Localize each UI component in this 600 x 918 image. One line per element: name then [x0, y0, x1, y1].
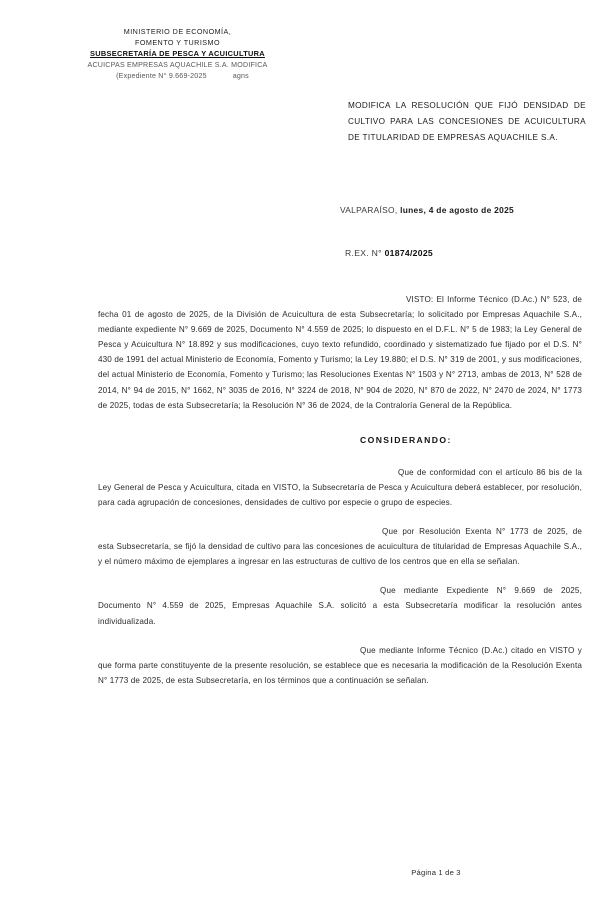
resolution-number-value: 01874/2025 [384, 248, 433, 258]
ministry-line-1: MINISTERIO DE ECONOMÍA, [123, 27, 232, 36]
considerando-paragraph-3: Que mediante Expediente N° 9.669 de 2025, Documento N° 4.559 de 2025, Empresas Aquachile S.A. solicitó a esta Subsecretaría modificar la resolución antes individualizada. [98, 586, 582, 626]
overlay-expediente-line [55, 71, 300, 82]
page-number-label: Página 1 de 3 [411, 868, 461, 877]
resolution-title: MODIFICA LA RESOLUCIÓN QUE FIJÓ DENSIDAD DE CULTIVO PARA LAS CONCESIONES DE ACUICULTURA DE TITULARIDAD DE EMPRESAS AQUACHILE S.A. [348, 101, 586, 143]
dateline [340, 205, 514, 215]
overlay-reference-line: ACUICPAS EMPRESAS AQUACHILE S.A. MODIFICA [87, 61, 268, 70]
dateline-place: VALPARAÍSO, [340, 205, 398, 215]
considerando-paragraph-4: Que mediante Informe Técnico (D.Ac.) citado en VISTO y que forma parte constituyente de la presente resolución, se establece que es necesaria la modificación de la Resolución Exenta N° 1773 de 2025, de esta Subsecretaría, en los términos que a continuación se señalan. [98, 645, 582, 685]
considerando-paragraph-2: Que por Resolución Exenta N° 1773 de 2025, de esta Subsecretaría, se fijó la densidad de cultivo para las concesiones de acuicultura de titularidad de Empresas Aquachile S.A., y el número máximo de ejemplares a ingresar en las estructuras de cultivo de los centros que en ella se señalan. [98, 527, 582, 567]
letterhead [55, 26, 300, 82]
visto-paragraph: VISTO: El Informe Técnico (D.Ac.) N° 523, de fecha 01 de agosto de 2025, de la División de Acuicultura de esta Subsecretaría; lo solicitado por Empresas Aquachile S.A., mediante expediente N° 9.669 de 2025, Documento N° 4.559 de 2025; lo dispuesto en el D.F.L. N° 5 de 1983; la Ley General de Pesca y Acuicultura N° 18.892 y sus modificaciones, cuyo texto refundido, coordinado y sistematizado fue fijado por el D.S. N° 430 de 1991 del actual Ministerio de Economía, Fomento y Turismo; la Ley 19.880; el D.S. N° 319 de 2001, y sus modificaciones, del actual Ministerio de Economía, Fomento y Turismo; las Resoluciones Exentas N° 1503 y N° 2713, ambas de 2013, N° 528 de 2014, N° 94 de 2015, N° 1662, N° 3035 de 2016, N° 3224 de 2018, N° 904 de 2020, N° 870 de 2022, N° 2470 de 2024, N° 1773 de 2025, todas de esta Subsecretaría; la Resolución N° 36 de 2024, de la Contraloría General de la República. [98, 295, 582, 410]
considerando-heading: CONSIDERANDO: [360, 434, 452, 445]
page-footer [0, 862, 600, 880]
ministry-line-2: FOMENTO Y TURISMO [135, 38, 220, 48]
overlay-initials: agns [232, 72, 249, 81]
considerando-paragraph-1: Que de conformidad con el artículo 86 bis de la Ley General de Pesca y Acuicultura, citada en VISTO, la Subsecretaría de Pesca y Acuicultura deberá establecer, por resolución, para cada agrupación de concesiones, densidades de cultivo por especie o grupo de especies. [98, 467, 582, 507]
subsecretariat-line: SUBSECRETARÍA DE PESCA Y ACUICULTURA [90, 49, 265, 59]
document-body [98, 292, 582, 702]
overlay-expediente-text: (Expediente N° 9.669-2025 [116, 72, 207, 81]
dateline-date: lunes, 4 de agosto de 2025 [400, 205, 515, 215]
resolution-number-label: R.EX. N° [345, 248, 382, 258]
resolution-number [345, 248, 433, 258]
